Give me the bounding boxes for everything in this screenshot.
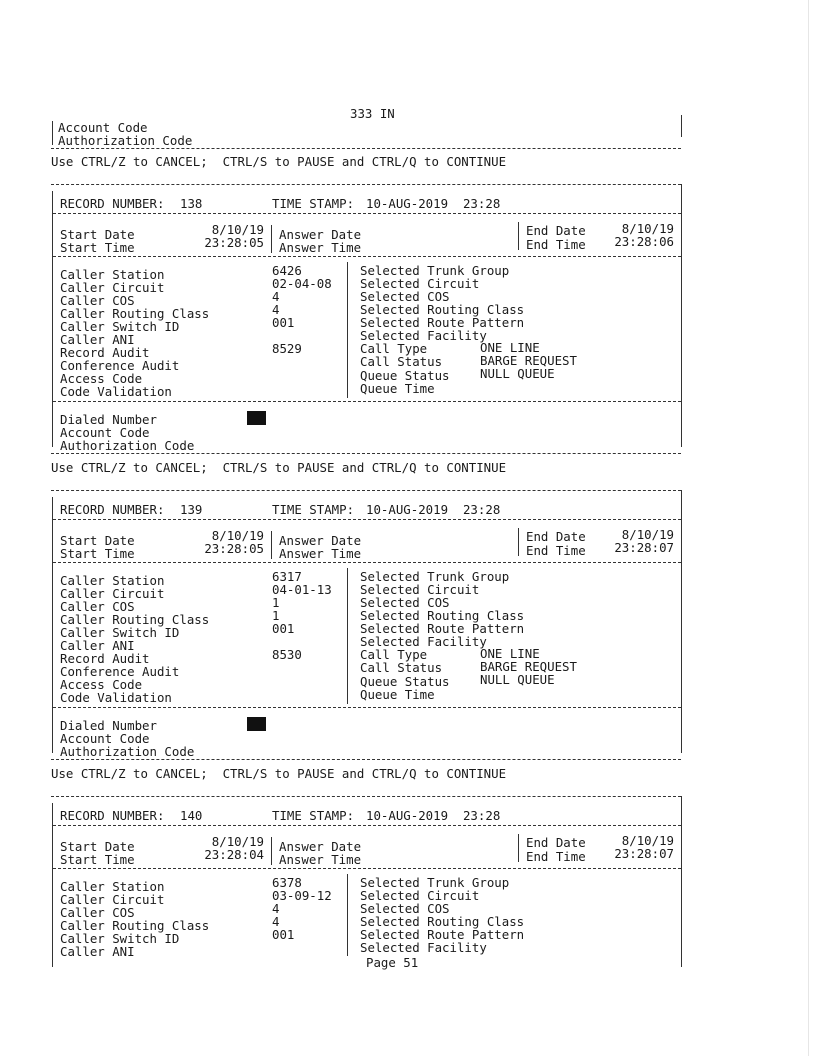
selected-facility-label: Selected Facility <box>360 940 487 955</box>
dialed-number-label: Dialed Number <box>60 412 157 427</box>
left-border <box>52 497 53 753</box>
caller-cos-value: 4 <box>272 289 280 304</box>
caller-circuit-label: Caller Circuit <box>60 586 165 601</box>
call-status-label: Call Status <box>360 354 443 369</box>
call-type-value: ONE LINE <box>480 646 540 661</box>
selected-facility-label: Selected Facility <box>360 634 487 649</box>
record-number-label: RECORD NUMBER: <box>60 502 165 517</box>
access-code-label: Access Code <box>60 371 143 386</box>
record-audit-label: Record Audit <box>60 651 150 666</box>
divider <box>518 222 519 250</box>
caller-cos-label: Caller COS <box>60 599 135 614</box>
answer-date-label: Answer Date <box>279 839 362 854</box>
selected-trunk-group-label: Selected Trunk Group <box>360 875 510 890</box>
separator <box>53 256 681 257</box>
separator <box>53 213 681 214</box>
separator <box>51 490 681 491</box>
caller-station-label: Caller Station <box>60 879 165 894</box>
caller-cos-value: 1 <box>272 595 280 610</box>
caller-circuit-label: Caller Circuit <box>60 892 165 907</box>
authorization-code-label: Authorization Code <box>60 438 195 453</box>
caller-circuit-value: 03-09-12 <box>272 888 332 903</box>
answer-date-label: Answer Date <box>279 533 362 548</box>
record-number-label: RECORD NUMBER: <box>60 808 165 823</box>
time-stamp-label: TIME STAMP: <box>272 196 355 211</box>
caller-circuit-label: Caller Circuit <box>60 280 165 295</box>
queue-status-value: NULL QUEUE <box>480 672 555 687</box>
record-audit-value: 8529 <box>272 341 302 356</box>
access-code-label: Access Code <box>60 677 143 692</box>
divider <box>347 568 348 704</box>
start-time: 23:28:05 <box>204 235 264 250</box>
separator <box>53 401 681 402</box>
caller-routing-class-label: Caller Routing Class <box>60 918 210 933</box>
caller-routing-class-label: Caller Routing Class <box>60 612 210 627</box>
record-number: 139 <box>180 502 203 517</box>
queue-status-label: Queue Status <box>360 368 450 383</box>
account-code-label: Account Code <box>60 731 150 746</box>
record-number: 140 <box>180 808 203 823</box>
control-prompt: Use CTRL/Z to CANCEL; CTRL/S to PAUSE and CTRL/Q to CONTINUE <box>51 766 507 781</box>
start-time-label: Start Time <box>60 852 135 867</box>
start-date: 8/10/19 <box>211 222 264 237</box>
call-type-value: ONE LINE <box>480 340 540 355</box>
control-prompt: Use CTRL/Z to CANCEL; CTRL/S to PAUSE and CTRL/Q to CONTINUE <box>51 154 507 169</box>
call-type-label: Call Type <box>360 647 428 662</box>
caller-station-value: 6378 <box>272 875 302 890</box>
end-date: 8/10/19 <box>621 833 674 848</box>
record-number-label: RECORD NUMBER: <box>60 196 165 211</box>
selected-route-pattern-label: Selected Route Pattern <box>360 621 525 636</box>
call-status-value: BARGE REQUEST <box>480 353 577 368</box>
end-date-label: End Date <box>526 223 586 238</box>
separator <box>53 562 681 563</box>
separator <box>53 868 681 869</box>
selected-trunk-group-label: Selected Trunk Group <box>360 263 510 278</box>
selected-circuit-label: Selected Circuit <box>360 582 480 597</box>
start-time: 23:28:04 <box>204 847 264 862</box>
redaction-box <box>247 717 266 731</box>
selected-routing-class-label: Selected Routing Class <box>360 608 525 623</box>
start-date-label: Start Date <box>60 533 135 548</box>
redaction-box <box>247 411 266 425</box>
end-time: 23:28:06 <box>614 234 674 249</box>
start-date: 8/10/19 <box>211 528 264 543</box>
start-date-label: Start Date <box>60 839 135 854</box>
call-status-label: Call Status <box>360 660 443 675</box>
caller-station-value: 6426 <box>272 263 302 278</box>
call-status-value: BARGE REQUEST <box>480 659 577 674</box>
answer-time-label: Answer Time <box>279 852 362 867</box>
separator <box>51 184 681 185</box>
answer-time-label: Answer Time <box>279 240 362 255</box>
time-stamp: 10-AUG-2019 23:28 <box>366 502 501 517</box>
end-time: 23:28:07 <box>614 540 674 555</box>
code-validation-label: Code Validation <box>60 384 172 399</box>
caller-station-label: Caller Station <box>60 573 165 588</box>
caller-routing-class-label: Caller Routing Class <box>60 306 210 321</box>
caller-ani-label: Caller ANI <box>60 332 135 347</box>
page-edge <box>808 0 809 1056</box>
caller-routing-class-value: 1 <box>272 608 280 623</box>
page-number: Page 51 <box>366 955 419 970</box>
time-stamp: 10-AUG-2019 23:28 <box>366 196 501 211</box>
caller-ani-label: Caller ANI <box>60 944 135 959</box>
account-code-label: Account Code <box>60 425 150 440</box>
caller-routing-class-value: 4 <box>272 914 280 929</box>
conference-audit-label: Conference Audit <box>60 664 180 679</box>
separator <box>51 759 681 760</box>
start-date-label: Start Date <box>60 227 135 242</box>
account-code-label: Account Code <box>58 120 148 135</box>
caller-switch-id-label: Caller Switch ID <box>60 931 180 946</box>
divider <box>518 834 519 862</box>
record-number: 138 <box>180 196 203 211</box>
caller-station-value: 6317 <box>272 569 302 584</box>
selected-facility-label: Selected Facility <box>360 328 487 343</box>
caller-cos-value: 4 <box>272 901 280 916</box>
separator <box>53 825 681 826</box>
end-date-label: End Date <box>526 835 586 850</box>
separator <box>53 519 681 520</box>
selected-cos-label: Selected COS <box>360 595 450 610</box>
queue-time-label: Queue Time <box>360 381 435 396</box>
page-header: 333 IN <box>350 106 395 121</box>
queue-status-value: NULL QUEUE <box>480 366 555 381</box>
left-border <box>52 803 53 967</box>
selected-route-pattern-label: Selected Route Pattern <box>360 315 525 330</box>
end-date: 8/10/19 <box>621 527 674 542</box>
end-time-label: End Time <box>526 237 586 252</box>
start-time-label: Start Time <box>60 546 135 561</box>
right-border <box>681 490 682 753</box>
start-date: 8/10/19 <box>211 834 264 849</box>
separator <box>53 707 681 708</box>
divider <box>271 225 272 253</box>
caller-switch-id-value: 001 <box>272 315 295 330</box>
time-stamp-label: TIME STAMP: <box>272 502 355 517</box>
divider <box>347 874 348 956</box>
right-border <box>681 796 682 967</box>
caller-switch-id-value: 001 <box>272 927 295 942</box>
end-date-label: End Date <box>526 529 586 544</box>
dialed-number-label: Dialed Number <box>60 718 157 733</box>
selected-routing-class-label: Selected Routing Class <box>360 914 525 929</box>
queue-time-label: Queue Time <box>360 687 435 702</box>
authorization-code-label: Authorization Code <box>60 744 195 759</box>
caller-routing-class-value: 4 <box>272 302 280 317</box>
caller-switch-id-value: 001 <box>272 621 295 636</box>
start-time: 23:28:05 <box>204 541 264 556</box>
caller-cos-label: Caller COS <box>60 905 135 920</box>
record-audit-value: 8530 <box>272 647 302 662</box>
control-prompt: Use CTRL/Z to CANCEL; CTRL/S to PAUSE and CTRL/Q to CONTINUE <box>51 460 507 475</box>
caller-ani-label: Caller ANI <box>60 638 135 653</box>
right-border <box>681 115 682 137</box>
divider <box>271 837 272 865</box>
answer-date-label: Answer Date <box>279 227 362 242</box>
call-type-label: Call Type <box>360 341 428 356</box>
caller-switch-id-label: Caller Switch ID <box>60 319 180 334</box>
caller-switch-id-label: Caller Switch ID <box>60 625 180 640</box>
right-border <box>681 184 682 447</box>
selected-cos-label: Selected COS <box>360 901 450 916</box>
selected-routing-class-label: Selected Routing Class <box>360 302 525 317</box>
code-validation-label: Code Validation <box>60 690 172 705</box>
caller-circuit-value: 04-01-13 <box>272 582 332 597</box>
authorization-code-label: Authorization Code <box>58 133 193 148</box>
divider <box>271 531 272 559</box>
left-border <box>52 191 53 447</box>
separator <box>51 148 681 149</box>
separator <box>51 796 681 797</box>
divider <box>518 528 519 556</box>
selected-cos-label: Selected COS <box>360 289 450 304</box>
selected-trunk-group-label: Selected Trunk Group <box>360 569 510 584</box>
time-stamp: 10-AUG-2019 23:28 <box>366 808 501 823</box>
end-date: 8/10/19 <box>621 221 674 236</box>
divider <box>347 262 348 398</box>
caller-circuit-value: 02-04-08 <box>272 276 332 291</box>
separator <box>51 453 681 454</box>
caller-station-label: Caller Station <box>60 267 165 282</box>
answer-time-label: Answer Time <box>279 546 362 561</box>
time-stamp-label: TIME STAMP: <box>272 808 355 823</box>
end-time: 23:28:07 <box>614 846 674 861</box>
conference-audit-label: Conference Audit <box>60 358 180 373</box>
queue-status-label: Queue Status <box>360 674 450 689</box>
selected-circuit-label: Selected Circuit <box>360 888 480 903</box>
start-time-label: Start Time <box>60 240 135 255</box>
caller-cos-label: Caller COS <box>60 293 135 308</box>
end-time-label: End Time <box>526 849 586 864</box>
left-border <box>52 121 53 145</box>
selected-circuit-label: Selected Circuit <box>360 276 480 291</box>
selected-route-pattern-label: Selected Route Pattern <box>360 927 525 942</box>
end-time-label: End Time <box>526 543 586 558</box>
record-audit-label: Record Audit <box>60 345 150 360</box>
